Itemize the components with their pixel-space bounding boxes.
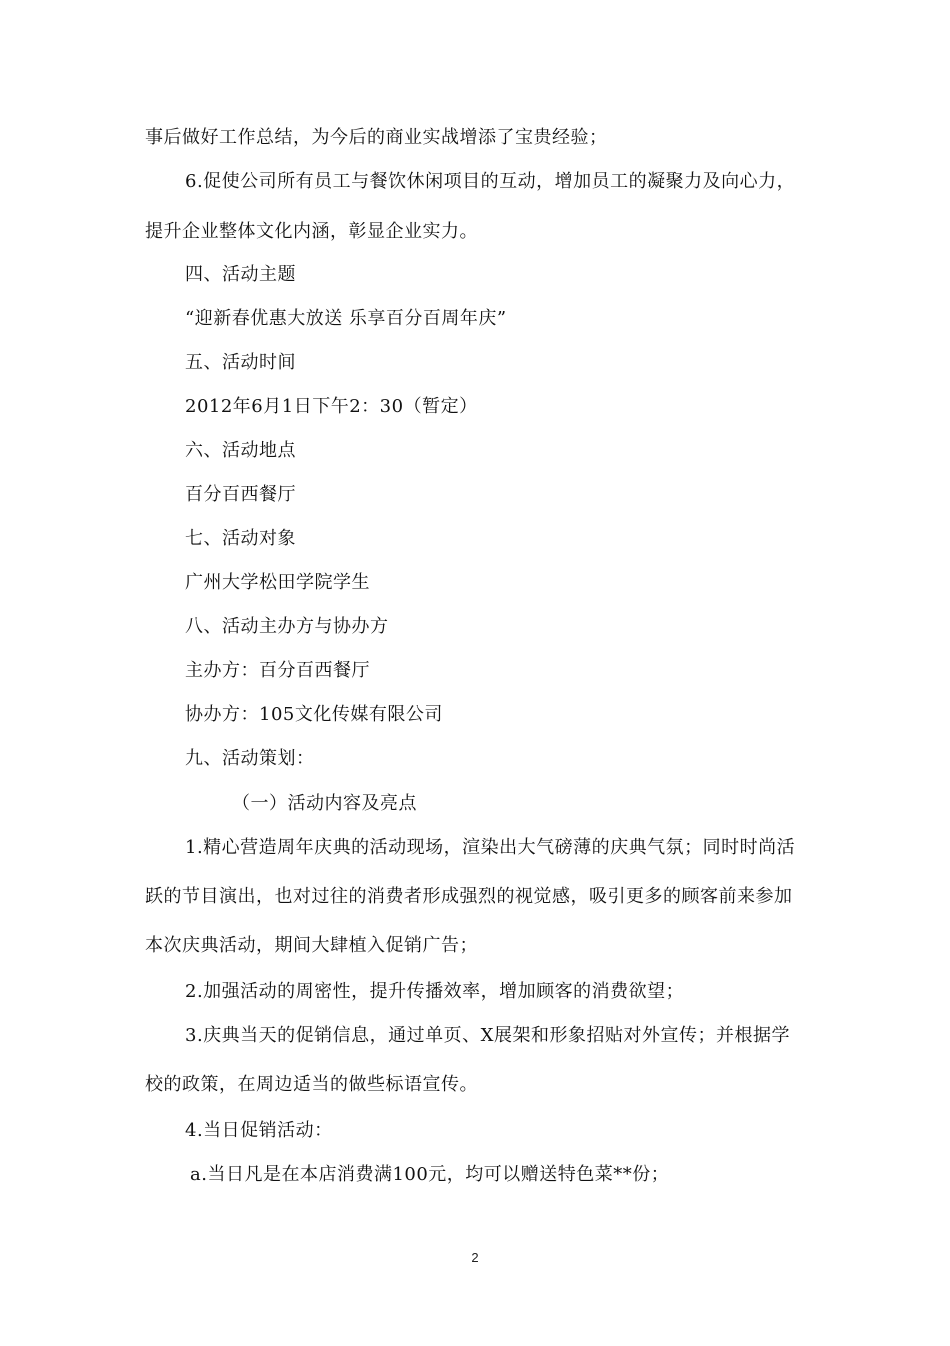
text-line: 提升企业整体文化内涵，彰显企业实力。	[145, 221, 478, 242]
text-line: 跃的节目演出，也对过往的消费者形成强烈的视觉感，吸引更多的顾客前来参加	[145, 886, 793, 907]
section-heading: 五、活动时间	[185, 352, 296, 373]
text-line: 1.精心营造周年庆典的活动现场，渲染出大气磅薄的庆典气氛；同时时尚活	[185, 837, 796, 858]
section-heading: 六、活动地点	[185, 440, 296, 461]
text-line: 2.加强活动的周密性，提升传播效率，增加顾客的消费欲望；	[185, 981, 685, 1002]
text-line: 本次庆典活动，期间大肆植入促销广告；	[145, 935, 478, 956]
section-heading: 九、活动策划：	[185, 748, 315, 769]
subsection-heading: （一）活动内容及亮点	[232, 793, 417, 814]
text-line: a.当日凡是在本店消费满100元，均可以赠送特色菜**份；	[190, 1164, 670, 1185]
text-line: 校的政策，在周边适当的做些标语宣传。	[145, 1074, 478, 1095]
text-line: 事后做好工作总结，为今后的商业实战增添了宝贵经验；	[145, 127, 608, 148]
text-line: 广州大学松田学院学生	[185, 572, 370, 593]
text-line: 2012年6月1日下午2：30（暂定）	[185, 396, 478, 417]
text-line: 百分百西餐厅	[185, 484, 296, 505]
text-line: 3.庆典当天的促销信息，通过单页、X展架和形象招贴对外宣传；并根据学	[185, 1025, 790, 1046]
section-heading: 七、活动对象	[185, 528, 296, 549]
text-line: 协办方：105文化传媒有限公司	[185, 704, 443, 725]
section-heading: 八、活动主办方与协办方	[185, 616, 389, 637]
section-heading: 四、活动主题	[185, 264, 296, 285]
text-line: 主办方：百分百西餐厅	[185, 660, 370, 681]
page-number: 2	[471, 1250, 479, 1265]
text-line: “迎新春优惠大放送 乐享百分百周年庆”	[185, 308, 507, 329]
text-line: 6.促使公司所有员工与餐饮休闲项目的互动，增加员工的凝聚力及向心力，	[185, 171, 796, 192]
text-line: 4.当日促销活动：	[185, 1120, 333, 1141]
